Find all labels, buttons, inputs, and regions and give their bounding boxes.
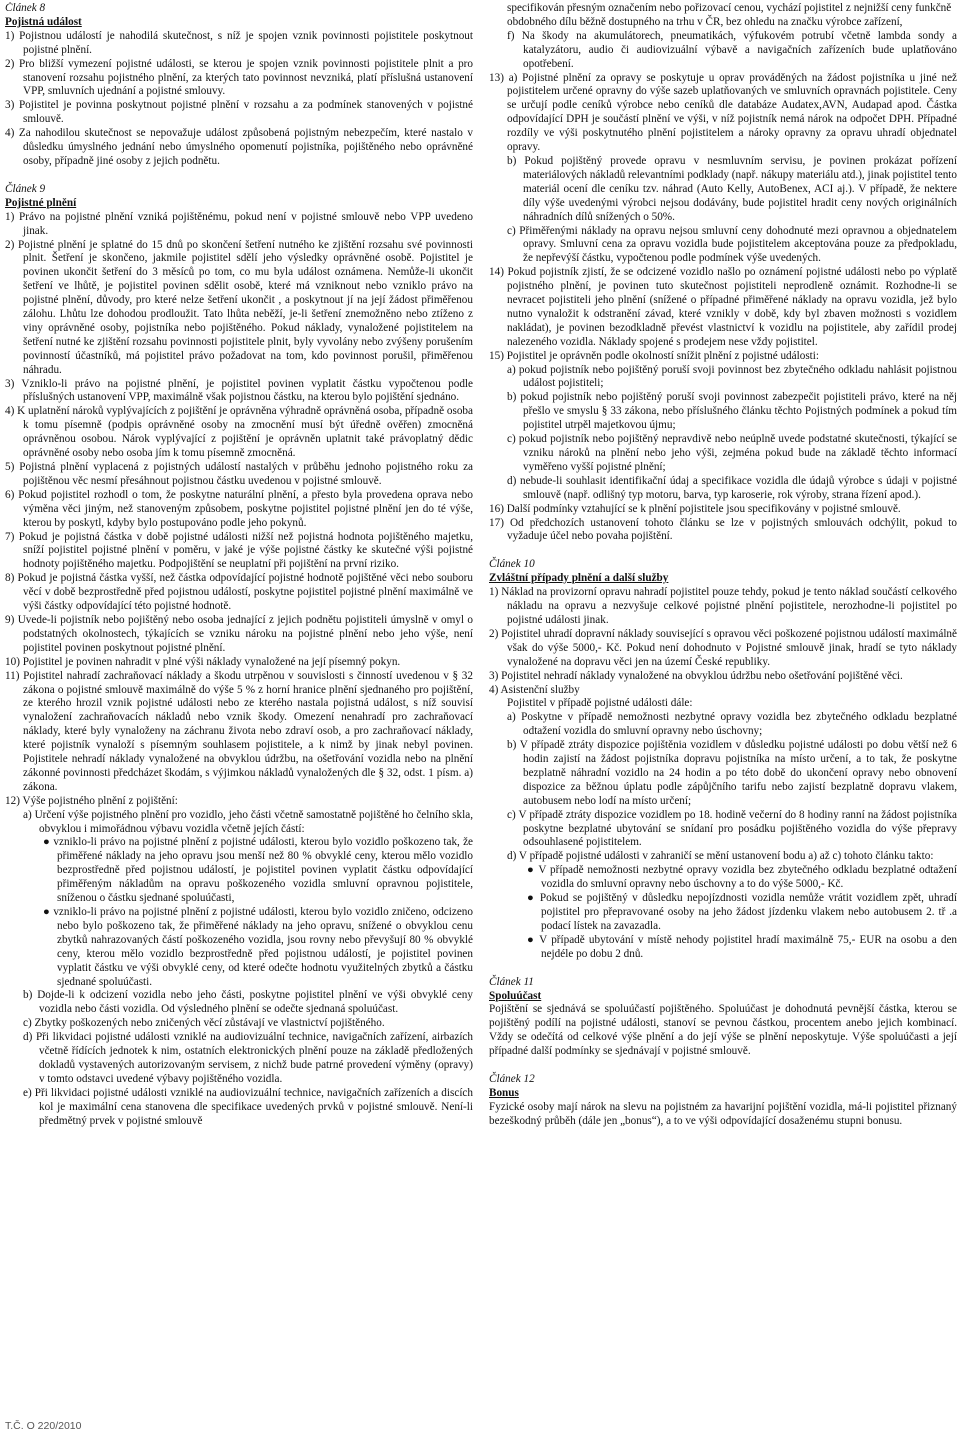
bullet-item: ● V případě nemožnosti nezbytné opravy vozidla bez zbytečného odkladu bezplatné odtažení vozidla do smluvní opravny nebo úschovny a to do výše 5000,- Kč. <box>527 864 957 891</box>
paragraph: 3) Pojistitel nehradí náklady vynaložené na obvyklou údržbu nebo ošetřování pojištěné věci. <box>489 669 903 682</box>
sub-item: c) pokud pojistník nebo pojištěný nepravdivě nebo neúplně uvede podstatné skutečnosti, týkající se vzniku nároků na plnění nebo jeho výši, zejména pokud bude na základě těchto informací vyměřeno vyšší pojistné plnění; <box>507 433 957 473</box>
article-heading: Článek 9 <box>5 182 46 195</box>
sub-item: b) pokud pojistník nebo pojištěný poruší svoji povinnost zabezpečit pojistiteli právo, které na něj přešlo ve smyslu § 33 zákona, nebo příslušného článku těchto Pojistných podmínek a pokud tím pojistitel utrpěl majetkovou újmu; <box>507 391 957 432</box>
sub-item: a) Určení výše pojistného plnění pro vozidlo, jeho části včetně samostatně pojištěné ho čelního skla, obvyklou i mimořádnou výbavu vozidla včetně jejích částí: <box>23 808 473 835</box>
article-title: Spoluúčast <box>489 989 542 1002</box>
paragraph: 2) Pojistitel uhradí dopravní náklady související s opravou věci poškozené pojistnou událostí maximálně však do výše 5000,- Kč. Pokud není dohodnuto v Pojistné smlouvě jinak, hradí se tyto náklady vynaložené na dopravu věci jen na území České republiky. <box>489 627 957 668</box>
sub-item: d) V případě pojistné události v zahraničí se mění ustanovení bodu a) až c) tohoto článku takto: <box>507 850 934 863</box>
spacer <box>5 169 473 183</box>
paragraph: 8) Pokud je pojistná částka vyšší, než částka odpovídající pojistné hodnotě pojištěné věci nebo souboru věcí v době bezprostředně před pojistnou událostí, poskytne pojistitel pojistné plnění maximálně ve výši částky odpovídající této pojistné hodnotě. <box>5 572 473 613</box>
paragraph: 16) Další podmínky vztahující se k plnění pojistitele jsou specifikovány v pojistné smlouvě. <box>489 502 901 515</box>
spacer <box>489 1059 957 1073</box>
sub-item: b) Pokud pojištěný provede opravu v nesmluvním servisu, je povinen prokázat pořízení materiálových nákladů relevantními podklady (např. nákupy materiálu atd.), jinak pojistitel tento materiál ocení dle ceníku tzv. náhrad (Auto Kelly, AutoBenex, ACI aj.). V případě, že nektere díly výše uvedenými výrobci nejsou dodávány, bude pojistitel hradit ceny nových originálních náhradních dílů snížených o 50%. <box>507 154 957 223</box>
sub-item: c) Zbytky poškozených nebo zničených věcí zůstávají ve vlastnictví pojištěného. <box>23 1017 385 1030</box>
paragraph: 1) Právo na pojistné plnění vzniká pojištěnému, pokud není v pojistné smlouvě nebo VPP uvedeno jinak. <box>5 210 473 237</box>
page-footer: T.Č. O 220/2010 <box>5 1420 82 1432</box>
paragraph: 2) Pro bližší vymezení pojistné události, se kterou je spojen vznik povinnosti pojistitele plnit a pro stanovení rozsahu pojistného plnění, za kterých tato povinnost nevzniká, platí příslušná ustanovení VPP, smluvních ujednání a pojistné smlouvy. <box>5 57 473 98</box>
sub-item: d) Při likvidaci pojistné události vzniklé na audiovizuální technice, navigačních zařízení, airbazích včetně řídících jednotek k nim, ostatních elektronických plnění pouze na základě předložených dokladů vystavených autorizovaným servisem, z nichž bude patrné provedení výměny (opravy) v tomto odstavci uvedené výbavy pojištěného vozidla. <box>23 1031 473 1085</box>
sub-item: b) Dojde-li k odcizení vozidla nebo jeho části, poskytne pojistitel plnění ve výši obvyklé ceny vozidla nebo části vozidla. Od výsledného plnění se odečte sjednaná spoluúčast. <box>23 989 473 1016</box>
paragraph: 1) Pojistnou událostí je nahodilá skutečnost, s níž je spojen vznik povinnosti pojistitele poskytnout pojistné plnění. <box>5 29 473 56</box>
paragraph: 5) Pojistná plnění vyplacená z pojistných událostí nastalých v průběhu jednoho pojistného roku za pojištěnou věc nesmí přesáhnout pojistnou částku uvedenou v pojistné smlouvě. <box>5 461 473 487</box>
paragraph: 2) Pojistné plnění je splatné do 15 dnů po skončení šetření nutného ke zjištění rozsahu své povinnosti plnit. Šetření je skončeno, jakmile pojistitel sdělí jeho výsledky oprávněné osobě. Pojistitel je povinen ukončit šetření do 3 měsíců po tom, co mu byla událost oznámena. Nemůže-li ukončit šetření ve lhůtě, je pojistitel povinen sdělit osobě, které má vzniknout nebo vzniklo právo na pojistné plnění, důvody, pro které nelze šetření ukončit , a poskytnout jí na její žádost přiměřenou zálohu. Lhůtu lze dohodou prodloužit. Tato lhůta neběží, je-li šetření znemožněno nebo ztíženo z viny oprávněné osoby, pojistníka nebo pojištěného. Pokud náklady, vynaložené pojistitelem na šetření nutné ke zjištění rozsahu povinnosti pojistitele plnit, byly vyvolány nebo zvýšeny porušením povinností účastníků, má pojistitel právo požadovat na tom, kdo povinnost porušil, přiměřenou náhradu. <box>5 238 473 376</box>
article-title: Pojistné plnění <box>5 196 77 209</box>
bullet-item: ● vzniklo-li právo na pojistné plnění z pojistné události, kterou bylo vozidlo zničeno, odcizeno nebo bylo poškozeno tak, že přiměřené náklady na jeho opravu, snížené o obvyklou cenu zbytků nahrazovaných částí poškozeného vozidla, jsou rovny nebo převyšují 80 % obvyklé ceny, kterou mělo vozidlo bezprostředně před pojistnou událostí, je pojistitel povinen vyplatit částku ve výši obvyklé ceny, od které odečte hodnotu využitelných zbytků a částku sjednané spoluúčasti. <box>43 906 473 988</box>
paragraph: 14) Pokud pojistník zjistí, že se odcizené vozidlo našlo po oznámení pojistné události nebo po výplatě pojistného plnění, je povinen tuto skutečnost pojistiteli neprodleně oznámit. Rozhodne-li se nevracet pojistiteli jeho plnění (snížené o případné přiměřené náklady na opravu vozidla, jež bylo nutno vynaložit k odstranění závad, které vznikly v době, kdy byl zbaven možnosti s vozidlem nakládat), je povinen bezodkladně převést vlastnictví k vozidlu na pojistitele, aby zařídil prodej nalezeného vozidla. Náklady spojené s prodejem nese vždy pojistitel. <box>489 266 957 348</box>
sub-item: a) pokud pojistník nebo pojištěný poruší svoji povinnost bez zbytečného odkladu nahlásit pojistnou událost pojistiteli; <box>507 363 957 390</box>
left-column <box>5 2 473 1417</box>
sub-item: e) Při likvidaci pojistné události vzniklé na audiovizuální technice, navigačních zařízeních a discích kol je maximální cena stanovena dle specifikace uvedených prvků v pojistné smlouvě. Není-li předmětný prvek v pojistné smlouvě <box>23 1086 473 1127</box>
article-title: Bonus <box>489 1086 519 1099</box>
paragraph: specifikován přesným označením nebo pořizovací cenou, vychází pojistitel z nejnižší ceny funkčně obdobného dílu běžně dostupného na trhu v ČR, bez ohledu na značku výrobce zařízení, <box>507 2 952 28</box>
paragraph: 3) Pojistitel je povinna poskytnout pojistné plnění v rozsahu a za podmínek stanovených v pojistné smlouvě. <box>5 99 473 126</box>
sub-item: c) V případě ztráty dispozice vozidlem po 18. hodině večerní do 8 hodiny ranní na žádost pojistníka poskytne bezplatné ubytování se snídaní pro posádku pojištěného vozidla do výše přepravy odsouhlasené pojistitelem. <box>507 808 957 849</box>
paragraph: 11) Pojistitel nahradí zachraňovací náklady a škodu utrpěnou v souvislosti s činností uvedenou v § 32 zákona o pojistné smlouvě maximálně do výše 5 % z horní hranice plnění sjednaného pro pojištění, ze kterého hrozil vznik pojistné události nebo ze kterého nastala pojistná událost, s níž souvisí vynaložení zachraňovacích nákladů nebo vznik škody. Omezení nenahradí pro zachraňovací náklady, které byly vynaloženy na záchranu života nebo zdraví osob, a pro zachraňovací náklady, které pojistník vynaloží s písemným souhlasem pojistitele, a k nimž by jinak nebyl povinen. Pojistitele nehradí náklady vynaložené na obvyklou údržbu, na ošetřování vozidla nebo na plnění zákonné povinnosti předcházet škodám, s výjimkou nákladů vynaložených dle § 32, odst. 1 písm. a) zákona. <box>5 669 473 793</box>
right-column <box>489 2 957 1434</box>
paragraph: 13) a) Pojistné plnění za opravy se poskytuje u oprav prováděných na žádost pojistníka u jiné než pojistitelem určené opravny do výše sazeb uplatňovaných ve smluvních opravnách pojistitele. Ceny se určují podle ceníků výrobce nebo ceníků dle databáze Audatex,AVN, Audapad apod. Částka odpovídající DPH je součástí plnění ve výši, v níž pojistník nemá nárok na odpočet DPH. Případné rozdíly ve výši poskytnutého plnění pojistitelem a nároky opravny za opravu uhradí objednatel opravy. <box>489 71 957 154</box>
paragraph: 10) Pojistitel je povinen nahradit v plné výši náklady vynaložené na její písemný pokyn. <box>5 655 401 668</box>
article-title: Pojistná událost <box>5 15 82 28</box>
article-heading: Článek 12 <box>489 1073 535 1086</box>
bullet-item: ● Pokud se pojištěný v důsledku nepojízdnosti vozidla nemůže vrátit vozidlem zpět, uhradí pojistitel pro přepravované osoby na jeho žádost jízdenku vlakem nebo autobusem 2. tř .a podací lístek na zavazadla. <box>527 892 957 932</box>
paragraph: 3) Vzniklo-li právo na pojistné plnění, je pojistitel povinen vyplatit částku vypočtenou podle příslušných ustanovení VPP, maximálně však pojistnou částku, na kterou bylo pojištění sjednáno. <box>5 377 473 404</box>
paragraph: 4) K uplatnění nároků vyplývajících z pojištění je oprávněna výhradně oprávněná osoba, případně osoba k tomu písemně (podpis oprávněné osoby na zmocnění musí být úředně ověřen) zmocněná oprávněnou osobou. Nárok vyplývající z pojištění je oprávněn uplatnit také právoplatný dědic oprávněné osoby nebo osoba jím k tomu písemně zmocněná. <box>5 405 473 460</box>
sub-item: f) Na škody na akumulátorech, pneumatikách, výfukovém potrubí včetně lambda sondy a katalyzátoru, audio či audiovizuální výbavě a navigačních zařízeních bude uplatňováno opotřebení. <box>507 29 957 70</box>
paragraph: 7) Pokud je pojistná částka v době pojistné události nižší než pojistná hodnota pojištěného majetku, sníží pojistitel pojistné plnění v poměru, v jaké je výše pojistné částky ke skutečné výši pojistné hodnoty pojištěného majetku. Podpojištění se neuplatní při pojištění na první riziko. <box>5 530 473 571</box>
bullet-item: ● V případě ubytování v místě nehody pojistitel hradí maximálně 75,- EUR na osobu a den nejdéle po dobu 2 dnů. <box>527 933 957 960</box>
paragraph: Pojištění se sjednává se spoluúčastí pojištěného. Spoluúčast je dohodnutá pevnější částka, kterou se pojištěný podílí na pojistné události, stanoví se pevnou částkou, procentem anebo jejich kombinací. Vždy se odečítá od celkové výše plnění a do její výše se plnění neposkytuje. Výše spoluúčasti a její případné další podmínky se sjednávají v pojistné smlouvě. <box>489 1003 957 1058</box>
article-heading: Článek 10 <box>489 558 535 571</box>
paragraph: 9) Uvede-li pojistník nebo pojištěný nebo osoba jednající z jejich podnětu pojistiteli úmyslně v omyl o podstatných okolnostech, týkajících se vzniku nároku na pojistné plnění nebo jeho výše, není pojistitel povinen poskytnout pojistné plnění. <box>5 613 473 654</box>
paragraph: 1) Náklad na provizorní opravu nahradí pojistitel pouze tehdy, pokud je tento náklad součástí celkového nákladu na opravu a nezvyšuje celkové pojistné plnění pojistitele, nerozhodne-li pojistitel po pojistné události jinak. <box>489 586 957 626</box>
article-title: Zvláštní případy plnění a další služby <box>489 572 669 585</box>
paragraph: Pojistitel v případě pojistné události dále: <box>507 697 693 710</box>
spacer <box>489 544 957 558</box>
article-heading: Článek 8 <box>5 2 46 14</box>
paragraph: 4) Za nahodilou skutečnost se nepovažuje událost způsobená pojistným nebezpečím, které nastalo v důsledku úmyslného jednání nebo úmyslného opomenutí pojistníka, pojištěného nebo oprávněné osoby, případně jiné osoby z jejich podnětu. <box>5 127 473 167</box>
paragraph: Fyzické osoby mají nárok na slevu na pojistném za havarijní pojištění vozidla, má-li pojistitel přiznaný bezeškodný průběh (dále jen „bonus“), a to ve výši odpovídající dosaženému stupni bonusu. <box>489 1100 957 1127</box>
sub-item: a) Poskytne v případě nemožnosti nezbytné opravy vozidla bez zbytečného odkladu bezplatné odtažení vozidla do smluvní opravny nebo úschovny; <box>507 711 957 738</box>
bullet-item: ● vzniklo-li právo na pojistné plnění z pojistné události, kterou bylo vozidlo poškozeno tak, že přiměřené náklady na jeho opravu jsou menší než 80 % obvyklé ceny, kterou mělo vozidlo bezprostředně před pojistnou událostí, je pojistitel povinen vyplatit částku odpovídající přiměřeným nákladům na opravu poškozeného vozidla smluvní opravnou pojistitele, sníženou o částku sjednané spoluúčasti, <box>43 836 473 905</box>
paragraph: 12) Výše pojistného plnění z pojištění: <box>5 794 178 807</box>
paragraph: 15) Pojistitel je oprávněn podle okolností snížit plnění z pojistné události: <box>489 349 819 362</box>
sub-item: b) V případě ztráty dispozice pojištěnia vozidlem v důsledku pojistné události po dobu větší než 6 hodin zajistí na žádost pojistníka dopravu pojistníka na místo určení, a to tak, že poskytne bezplatně náhradní vozidlo na 24 hodin a po této době do ukončení opravy nebo obnovení dispozice za běžnou úplatu podle zápůjčního tarifu nebo zajistí bezplatně dopravu vlakem, autobusem nebo lodí na místo určení; <box>507 739 957 807</box>
sub-item: c) Přiměřenými náklady na opravu nejsou smluvní ceny dohodnuté mezi opravnou a objednatelem opravy. Smluvní cena za opravu vozidla bude pojistitelem akceptována pouze za předpokladu, že nepřevýší částku, vypočtenou podle podmínek výše uvedených. <box>507 224 957 265</box>
paragraph: 4) Asistenční služby <box>489 683 580 696</box>
paragraph: 17) Od předchozích ustanovení tohoto článku se lze v pojistných smlouvách odchýlit, pokud to vyžaduje účel nebo povaha pojištění. <box>489 516 957 543</box>
paragraph: 6) Pokud pojistitel rozhodl o tom, že poskytne naturální plnění, a přesto byla provedena oprava nebo výměna věci jiným, než stanoveným způsobem, poskytne pojistitel pojistné plnění jen do té výše, kterou by poskytl, kdyby bylo postupováno podle jeho pokynů. <box>5 488 473 529</box>
spacer <box>489 962 957 976</box>
sub-item: d) nebude-li souhlasit identifikační údaj a specifikace vozidla dle údajů výrobce s údaji v pojistné smlouvě (např. odlišný typ motoru, barva, typ karoserie, rok výroby, strana řízení apod.). <box>507 474 957 501</box>
article-heading: Článek 11 <box>489 975 534 988</box>
